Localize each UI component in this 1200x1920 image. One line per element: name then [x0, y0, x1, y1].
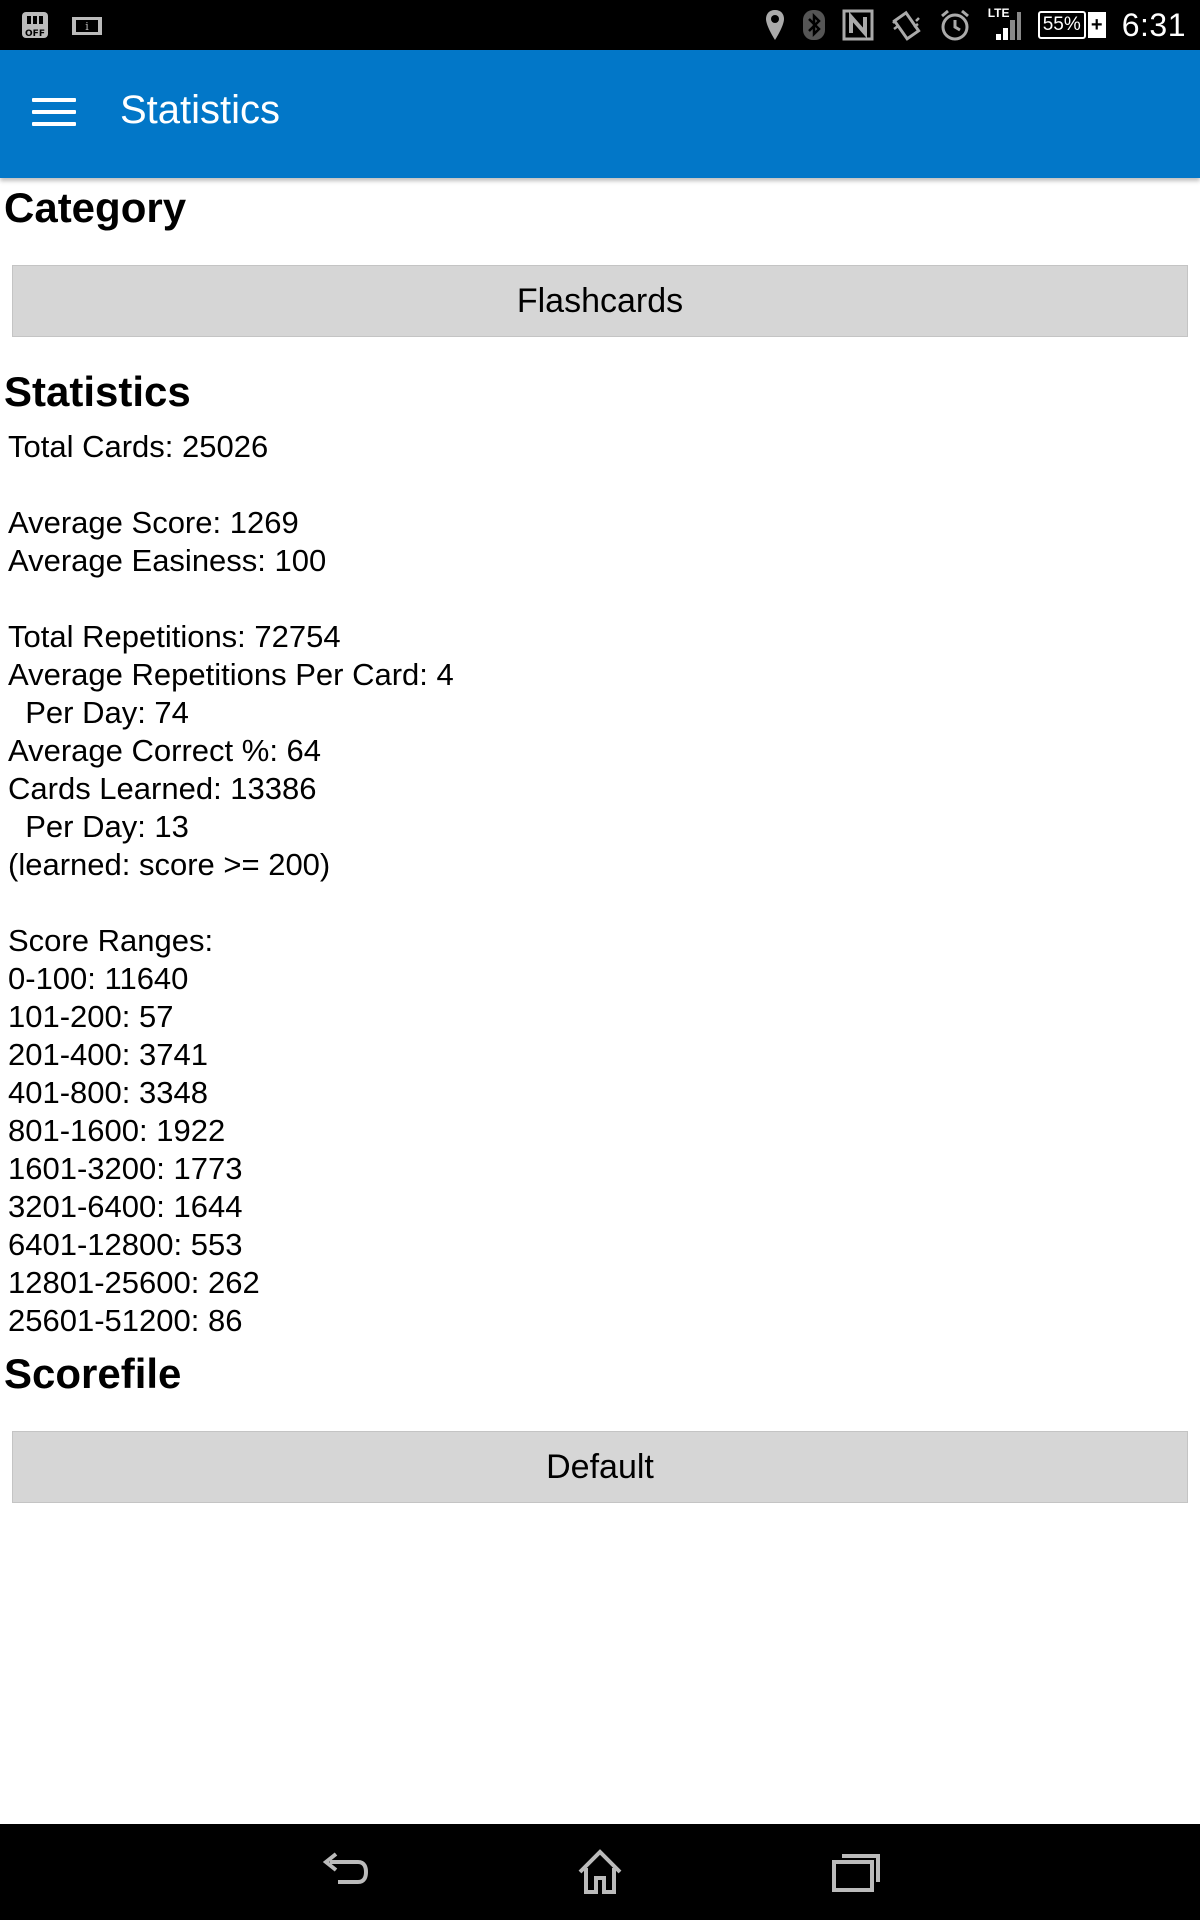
stats-spacer — [8, 884, 454, 922]
vibrate-icon — [890, 9, 922, 41]
stats-line: 1601-3200: 1773 — [8, 1151, 243, 1186]
stats-line: 401-800: 3348 — [8, 1075, 208, 1110]
scorefile-button[interactable]: Default — [12, 1431, 1188, 1503]
stats-line: Average Correct %: 64 — [8, 733, 322, 768]
stats-line: 801-1600: 1922 — [8, 1113, 226, 1148]
stats-line: Cards Learned: 13386 — [8, 771, 317, 806]
stamina-off-icon — [20, 10, 50, 40]
signal-icon: LTE — [988, 8, 1022, 42]
hamburger-menu-icon[interactable] — [32, 98, 76, 130]
stats-line: Per Day: 13 — [8, 809, 189, 844]
battery-charging-icon: 55% + — [1038, 11, 1106, 39]
bluetooth-icon — [802, 8, 826, 42]
clock: 6:31 — [1121, 6, 1186, 43]
stats-line: Average Easiness: 100 — [8, 543, 327, 578]
stats-line: Average Score: 1269 — [8, 505, 299, 540]
stats-spacer — [8, 580, 454, 618]
category-button[interactable]: Flashcards — [12, 265, 1188, 337]
location-icon — [764, 8, 786, 42]
stats-line: 0-100: 11640 — [8, 961, 189, 996]
home-icon[interactable] — [572, 1848, 628, 1896]
statistics-header: Statistics — [4, 368, 191, 415]
status-bar — [0, 0, 1200, 50]
stats-line: Total Repetitions: 72754 — [8, 619, 341, 654]
stats-line: Average Repetitions Per Card: 4 — [8, 657, 454, 692]
nfc-icon — [842, 9, 874, 41]
stats-line: (learned: score >= 200) — [8, 847, 331, 882]
stats-line: 25601-51200: 86 — [8, 1303, 243, 1338]
stats-line: Total Cards: 25026 — [8, 429, 269, 464]
svg-text:i: i — [85, 20, 89, 33]
stats-line: 101-200: 57 — [8, 999, 174, 1034]
stats-line: Score Ranges: — [8, 923, 214, 958]
page-title: Statistics — [120, 88, 281, 132]
alarm-icon — [938, 8, 972, 42]
stats-line: Per Day: 74 — [8, 695, 189, 730]
navigation-bar — [0, 1824, 1200, 1920]
stats-line: 201-400: 3741 — [8, 1037, 208, 1072]
category-header: Category — [4, 184, 187, 231]
stats-line: 3201-6400: 1644 — [8, 1189, 243, 1224]
stats-line: 12801-25600: 262 — [8, 1265, 260, 1300]
back-icon[interactable] — [316, 1848, 372, 1896]
info-card-icon — [70, 10, 104, 40]
scorefile-header: Scorefile — [4, 1350, 182, 1397]
stats-spacer — [8, 466, 454, 504]
app-bar — [0, 50, 1200, 178]
statistics-text — [8, 428, 454, 1340]
recent-apps-icon[interactable] — [828, 1848, 884, 1896]
stats-line: 6401-12800: 553 — [8, 1227, 243, 1262]
svg-text:OFF: OFF — [25, 29, 45, 39]
